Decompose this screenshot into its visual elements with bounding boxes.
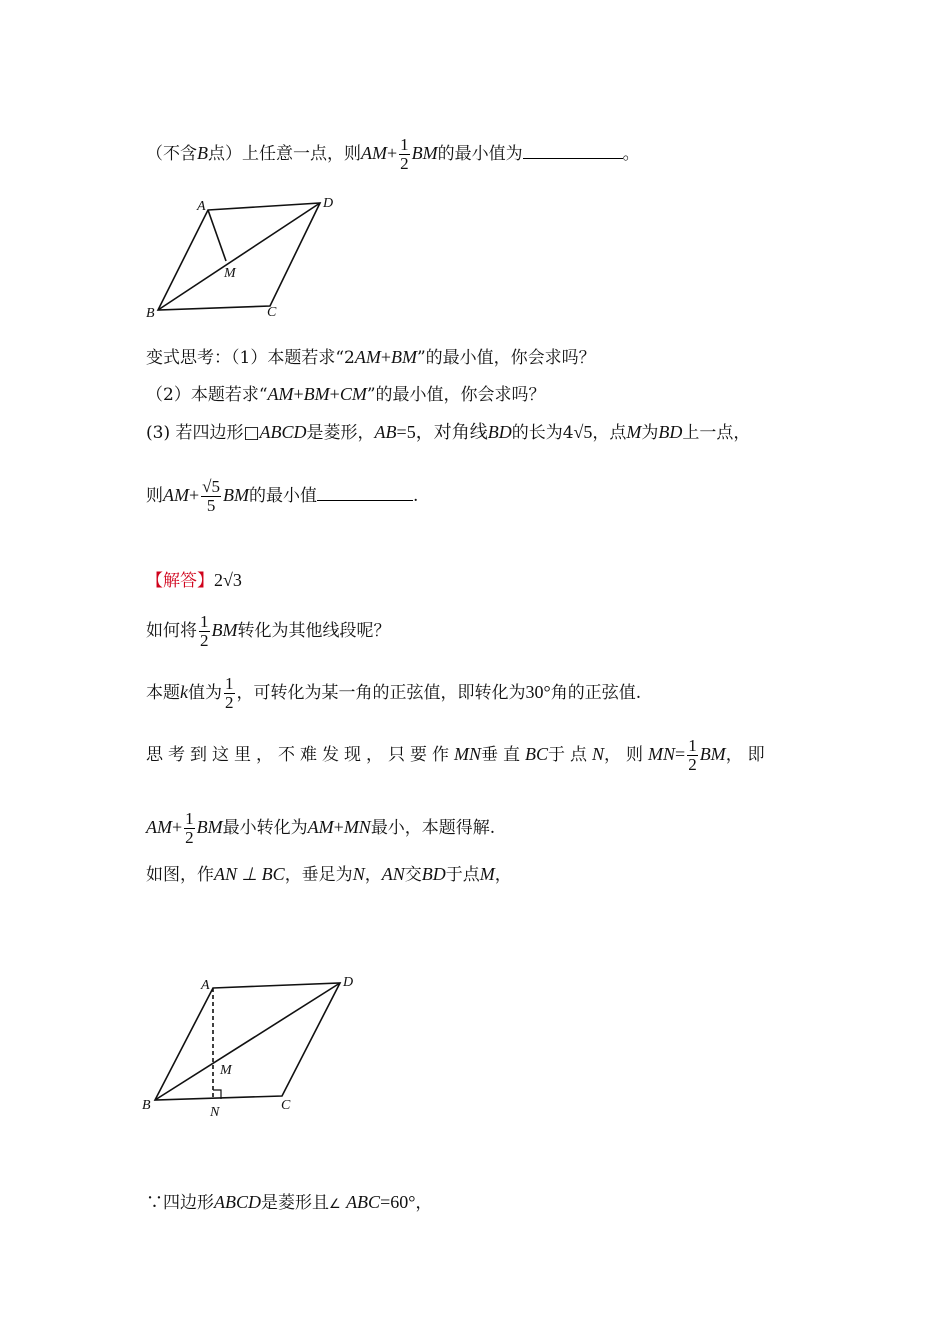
text: 交 [404,865,422,885]
variation-2 [146,382,546,407]
plus: + [333,817,344,837]
var-bc: BC [525,744,549,764]
text: 垂直 [481,745,525,765]
var-am: AM [307,817,334,837]
equals-60: =60° [380,1192,416,1212]
because-line [146,1190,432,1216]
segment-am [208,210,226,261]
var-k: k [180,682,188,702]
text: (3) 若四边形□ [146,423,260,443]
text: 为 [641,423,659,443]
label-b: B [146,306,155,321]
text: 则 [146,486,163,506]
diagonal-bd [158,203,320,310]
label-m: M [224,266,236,281]
var-mn: MN [343,817,371,837]
var-m: M [626,422,642,442]
text: 的长为4 [511,423,574,443]
text: 上一点， [682,423,751,443]
text: （不含 [146,144,197,164]
variation-3 [146,420,750,445]
denominator: 5 [206,496,216,515]
text: 于点 [548,745,593,765]
answer-tag: 【解答】 [146,571,214,591]
var-abcd: ABCD [259,422,307,442]
var-bd: BD [421,864,446,884]
var-abc: ABC [346,1192,381,1212]
plus: + [189,485,200,505]
equals: = [675,744,686,764]
label-d: D [343,975,354,990]
text: ，即 [725,745,770,765]
answer-radical: √3 [223,570,242,590]
numerator: 1 [400,135,409,154]
label-a: A [197,199,206,214]
plus: + [329,384,340,404]
var-bd: BD [658,422,683,442]
answer-blank [523,142,623,159]
text: ∵四边形 [146,1193,214,1213]
text: 转化为其他线段呢？ [237,621,391,641]
var-am: AM [146,817,172,837]
text: 的最小值 [249,486,317,506]
answer-blank [317,484,413,501]
denominator: 2 [200,631,209,650]
thinking-line [146,737,770,774]
plus: + [172,817,183,837]
text: ， [494,865,512,885]
sqrt-5: √5 [573,422,593,442]
var-mn: MN [648,744,676,764]
text: 最小，本题得解. [370,818,496,838]
denominator: 2 [185,828,194,847]
text: 。 [622,144,640,164]
fraction-half [399,136,410,173]
denominator: 2 [400,154,409,173]
text: ”的最小值，你会求吗？ [366,385,546,405]
variation-1 [146,345,596,370]
label-a: A [201,978,210,993]
var-bm: BM [390,347,417,367]
text: 如何将 [146,621,197,641]
fraction-half [224,675,235,712]
diagonal-bd [155,983,340,1100]
var-mn: MN [454,744,481,764]
angle-symbol: ∠ [329,1196,341,1211]
text: ， [364,865,382,885]
rhombus-figure-2 [140,968,380,1123]
numerator: 1 [200,612,209,631]
numerator: 1 [225,674,234,693]
text: 本题 [146,683,180,703]
variation-3-cont [146,478,418,515]
var-bm: BM [223,485,249,505]
fraction-half [687,737,698,774]
var-ab: AB [374,422,397,442]
plus: + [387,143,398,163]
text: ”的最小值，你会求吗？ [416,348,596,368]
var-bm: BM [196,817,223,837]
rhombus-figure-1 [140,190,350,325]
text: 是菱形且 [261,1193,329,1213]
var-an: AN [381,864,405,884]
var-bm: BM [411,143,438,163]
var-abcd: ABCD [214,1192,261,1212]
text: ，点 [592,423,627,443]
angle-30: 30° [525,682,551,702]
var-am: AM [163,485,189,505]
label-n: N [210,1105,220,1120]
label-c: C [267,305,277,320]
answer-value: 2 [214,570,223,590]
var-am: AM [361,143,387,163]
text: 是菱形， [306,423,375,443]
denominator: 2 [225,693,234,712]
text: =5，对角线 [396,422,488,442]
text: 于点 [445,865,480,885]
text: . [413,486,419,506]
construction-line [146,862,512,887]
text: 值为 [188,683,222,703]
text: 变式思考：（1）本题若求“2 [146,348,355,368]
label-d: D [323,196,334,211]
plus: + [293,384,304,404]
text: 点）上任意一点，则 [208,144,361,164]
text: ，则 [604,745,649,765]
text: 如图，作 [146,865,214,885]
var-bm: BM [303,384,330,404]
fraction-half [199,613,210,650]
plus: + [380,347,391,367]
var-b: B [197,143,208,163]
transform-line [146,810,495,847]
question-line [146,613,391,650]
var-am: AM [267,384,294,404]
text: （2）本题若求“ [146,385,268,405]
perp-statement: AN ⊥ BC [214,864,285,884]
text: ，垂足为 [284,865,353,885]
var-bm: BM [699,744,726,764]
var-bd: BD [487,422,512,442]
var-m: M [479,864,495,884]
var-cm: CM [339,384,367,404]
label-b: B [142,1098,151,1113]
fraction-half [184,810,195,847]
var-n: N [592,744,605,764]
numerator: 1 [688,736,697,755]
text: ， [415,1193,433,1213]
var-bm: BM [211,620,238,640]
text: 角的正弦值. [550,683,642,703]
denominator: 2 [688,755,697,774]
numerator: √5 [202,477,220,496]
text: 最小转化为 [222,818,308,838]
problem-line-1 [146,136,640,173]
text: 的最小值为 [437,144,523,164]
text: 思考到这里，不难发现，只要作 [146,745,454,765]
answer-line [146,568,242,593]
var-am: AM [354,347,381,367]
k-value-line [146,675,641,712]
var-n: N [352,864,365,884]
label-m: M [220,1063,232,1078]
fraction-sqrt5-over-5 [201,478,221,515]
label-c: C [281,1098,291,1113]
numerator: 1 [185,809,194,828]
text: ，可转化为某一角的正弦值，即转化为 [236,683,526,703]
